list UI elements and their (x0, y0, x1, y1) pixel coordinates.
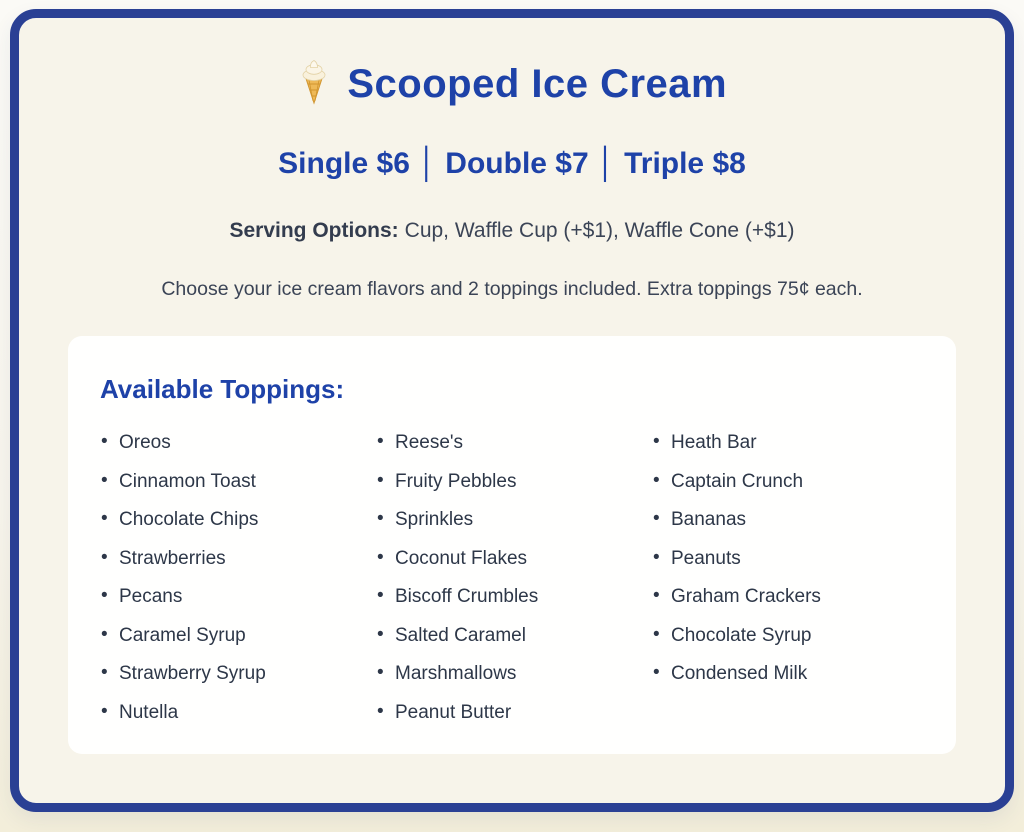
topping-item: • Coconut Flakes (376, 548, 648, 570)
menu-description: Choose your ice cream flavors and 2 toppings included. Extra toppings 75¢ each. (161, 278, 863, 300)
topping-item: • Strawberry Syrup (100, 663, 372, 685)
topping-item: • Nutella (100, 702, 372, 724)
toppings-panel (68, 336, 956, 754)
topping-item: • Captain Crunch (652, 471, 924, 493)
topping-item: • Oreos (100, 432, 372, 454)
topping-item: • Bananas (652, 509, 924, 531)
topping-column (652, 432, 924, 740)
topping-item: • Chocolate Syrup (652, 625, 924, 647)
topping-column (100, 432, 372, 740)
topping-item: • Graham Crackers (652, 586, 924, 608)
toppings-heading: Available Toppings: (100, 374, 345, 404)
topping-item: • Caramel Syrup (100, 625, 372, 647)
topping-item: • Salted Caramel (376, 625, 648, 647)
topping-item: • Strawberries (100, 548, 372, 570)
pricing-line: Single $6 │ Double $7 │ Triple $8 (278, 147, 746, 180)
topping-item: • Sprinkles (376, 509, 648, 531)
topping-item: • Condensed Milk (652, 663, 924, 685)
topping-item: • Chocolate Chips (100, 509, 372, 531)
topping-item: • Pecans (100, 586, 372, 608)
serving-options-line (19, 219, 1005, 243)
topping-item: • Marshmallows (376, 663, 648, 685)
topping-item: • Peanuts (652, 548, 924, 570)
menu-title: Scooped Ice Cream (347, 62, 728, 106)
topping-item: • Biscoff Crumbles (376, 586, 648, 608)
topping-item: • Fruity Pebbles (376, 471, 648, 493)
serving-options-label: Serving Options: (229, 219, 399, 242)
serving-options-text: Cup, Waffle Cup (+$1), Waffle Cone (+$1) (404, 219, 795, 242)
soft-ice-cream-icon (297, 59, 331, 110)
menu-title-row (19, 59, 1005, 110)
topping-item: • Reese's (376, 432, 648, 454)
toppings-columns (100, 432, 924, 740)
topping-item: • Cinnamon Toast (100, 471, 372, 493)
topping-item: • Peanut Butter (376, 702, 648, 724)
topping-column (376, 432, 648, 740)
topping-item: • Heath Bar (652, 432, 924, 454)
menu-card (10, 9, 1014, 812)
